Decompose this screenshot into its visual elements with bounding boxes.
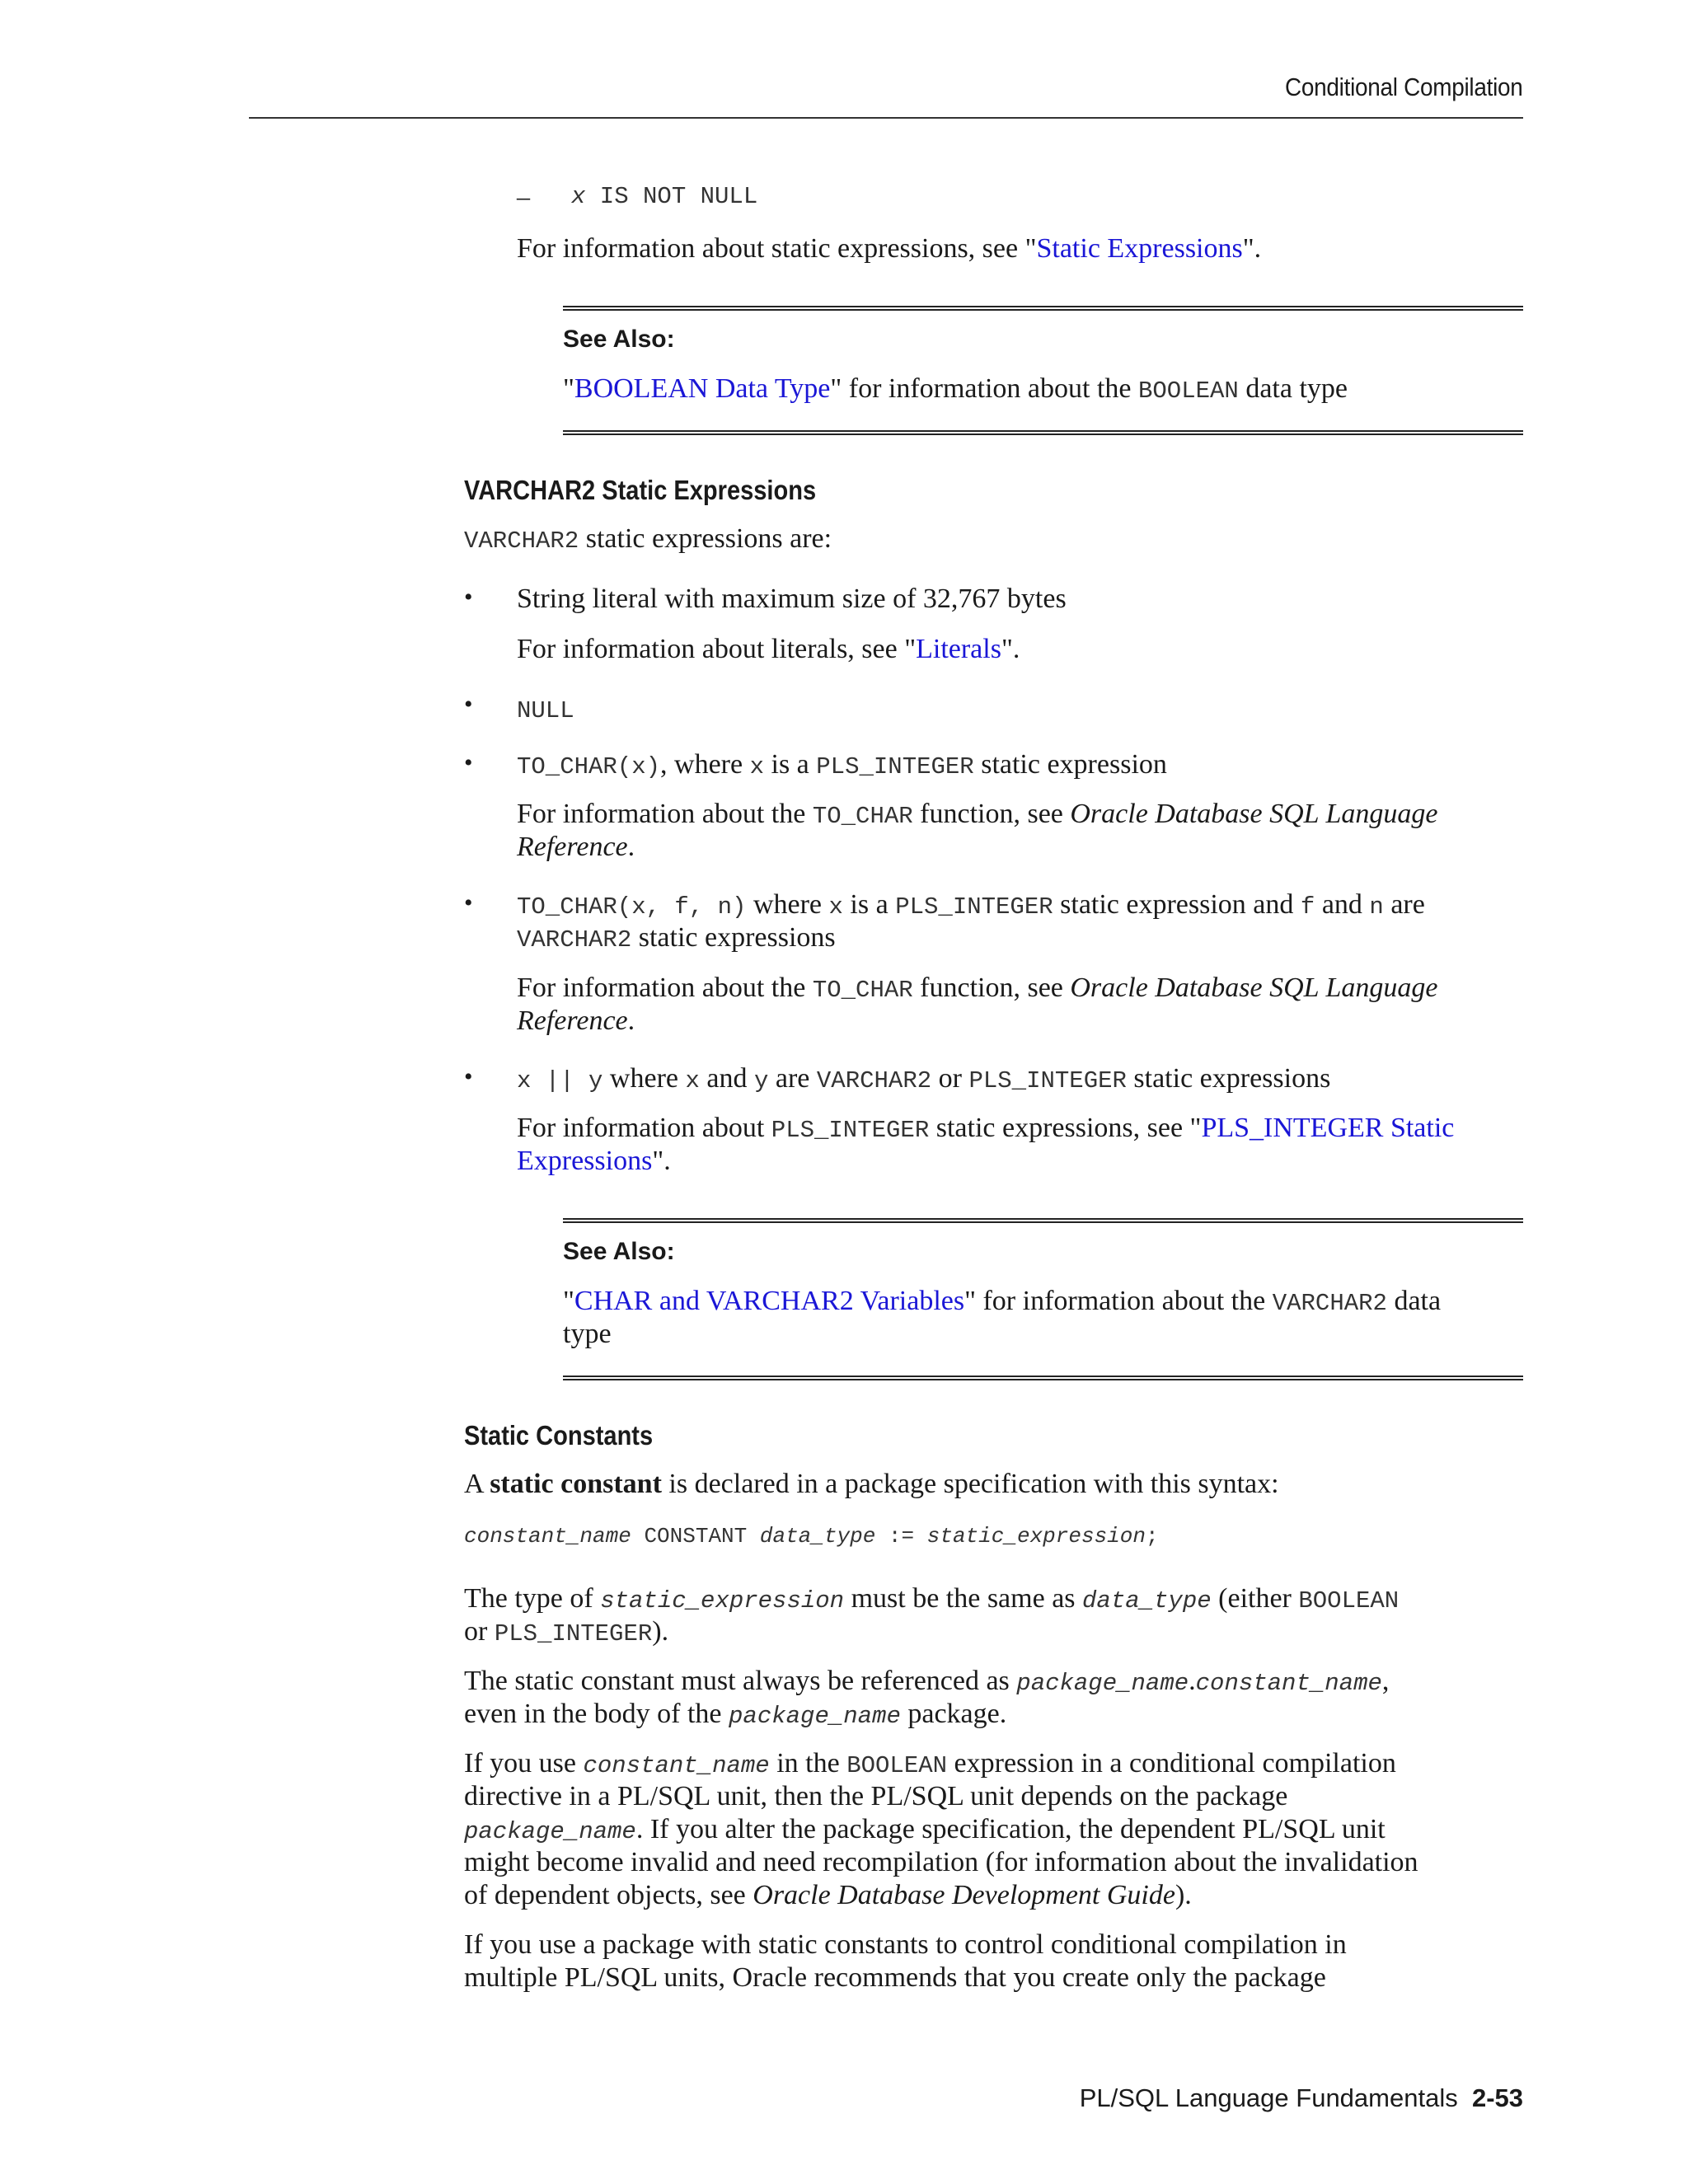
list-item-line2: VARCHAR2 static expressions bbox=[517, 922, 836, 954]
section-heading-varchar2: VARCHAR2 Static Expressions bbox=[464, 475, 817, 505]
static-expressions-link[interactable]: Static Expressions bbox=[1036, 233, 1243, 264]
bullet-icon: • bbox=[464, 691, 473, 718]
running-header: Conditional Compilation bbox=[1285, 73, 1523, 101]
dependency-paragraph-line5: of dependent objects, see Oracle Database Development Guide). bbox=[464, 1880, 1192, 1910]
boolean-data-type-link[interactable]: BOOLEAN Data Type bbox=[574, 373, 831, 404]
dash-item: x IS NOT NULL bbox=[571, 183, 758, 210]
footer-book-title: PL/SQL Language Fundamentals bbox=[1079, 2083, 1458, 2112]
static-constant-intro: A static constant is declared in a package specification with this syntax: bbox=[464, 1469, 1279, 1499]
recommendation-paragraph-line2: multiple PL/SQL units, Oracle recommends that you create only the package bbox=[464, 1962, 1326, 1993]
bullet-icon: • bbox=[464, 583, 473, 611]
list-item: TO_CHAR(x), where x is a PLS_INTEGER static expression bbox=[517, 749, 1167, 780]
dependency-paragraph-line3: package_name. If you alter the package specification, the dependent PL/SQL unit bbox=[464, 1814, 1386, 1845]
pls-integer-static-link[interactable]: PLS_INTEGER Static bbox=[1201, 1113, 1455, 1143]
type-paragraph-line2: or PLS_INTEGER). bbox=[464, 1616, 669, 1647]
pls-integer-paragraph-line2: Expressions". bbox=[517, 1146, 671, 1176]
literals-link[interactable]: Literals bbox=[916, 634, 1001, 664]
bullet-icon: • bbox=[464, 889, 473, 916]
see-also-boolean-text: "BOOLEAN Data Type" for information about the BOOLEAN data type bbox=[563, 373, 1348, 405]
see-also-bottom-rule bbox=[563, 430, 1523, 435]
type-paragraph: The type of static_expression must be the same as data_type (either BOOLEAN bbox=[464, 1583, 1400, 1615]
reference-paragraph-line2: even in the body of the package_name package. bbox=[464, 1699, 1007, 1730]
char-varchar2-variables-link[interactable]: CHAR and VARCHAR2 Variables bbox=[574, 1286, 965, 1316]
see-also-bottom-rule bbox=[563, 1376, 1523, 1380]
see-also-varchar2-text: "CHAR and VARCHAR2 Variables" for information about the VARCHAR2 data bbox=[563, 1286, 1442, 1317]
literals-paragraph: For information about literals, see "Literals". bbox=[517, 634, 1020, 664]
page-number: 2-53 bbox=[1471, 2083, 1523, 2112]
to-char-paragraph-line2: Reference. bbox=[517, 832, 635, 862]
to-char-paragraph: For information about the TO_CHAR function, see Oracle Database SQL Language bbox=[517, 799, 1438, 830]
list-item: NULL bbox=[517, 697, 574, 724]
varchar2-intro: VARCHAR2 static expressions are: bbox=[464, 523, 832, 555]
see-also-title: See Also: bbox=[563, 326, 675, 353]
syntax-code-block: constant_name CONSTANT data_type := static_expression; bbox=[464, 1524, 1159, 1549]
see-also-varchar2-text-line2: type bbox=[563, 1319, 612, 1349]
header-rule bbox=[249, 117, 1523, 119]
recommendation-paragraph: If you use a package with static constants to control conditional compilation in bbox=[464, 1929, 1347, 1960]
see-also-top-rule bbox=[563, 1218, 1523, 1223]
bullet-icon: • bbox=[464, 1063, 473, 1090]
bullet-icon: • bbox=[464, 749, 473, 776]
dependency-paragraph-line2: directive in a PL/SQL unit, then the PL/SQL unit depends on the package bbox=[464, 1781, 1288, 1811]
pls-integer-expressions-link[interactable]: Expressions bbox=[517, 1146, 653, 1176]
list-item: String literal with maximum size of 32,767 bytes bbox=[517, 583, 1067, 614]
section-heading-static-constants: Static Constants bbox=[464, 1420, 654, 1451]
page-footer bbox=[1080, 2083, 1523, 2113]
reference-paragraph: The static constant must always be referenced as package_name.constant_name, bbox=[464, 1666, 1390, 1697]
dependency-paragraph-line4: might become invalid and need recompilation (for information about the invalidation bbox=[464, 1847, 1418, 1877]
pls-integer-paragraph: For information about PLS_INTEGER static expressions, see "PLS_INTEGER Static bbox=[517, 1113, 1455, 1144]
static-expressions-paragraph: For information about static expressions, see "Static Expressions". bbox=[517, 233, 1262, 264]
see-also-title: See Also: bbox=[563, 1238, 675, 1265]
to-char-paragraph: For information about the TO_CHAR function, see Oracle Database SQL Language bbox=[517, 972, 1438, 1004]
list-item: x || y where x and y are VARCHAR2 or PLS_INTEGER static expressions bbox=[517, 1063, 1331, 1094]
dependency-paragraph: If you use constant_name in the BOOLEAN expression in a conditional compilation bbox=[464, 1748, 1396, 1779]
see-also-top-rule bbox=[563, 306, 1523, 311]
list-item: TO_CHAR(x, f, n) where x is a PLS_INTEGER static expression and f and n are bbox=[517, 889, 1425, 921]
dash-marker: – bbox=[517, 181, 530, 211]
to-char-paragraph-line2: Reference. bbox=[517, 1005, 635, 1036]
